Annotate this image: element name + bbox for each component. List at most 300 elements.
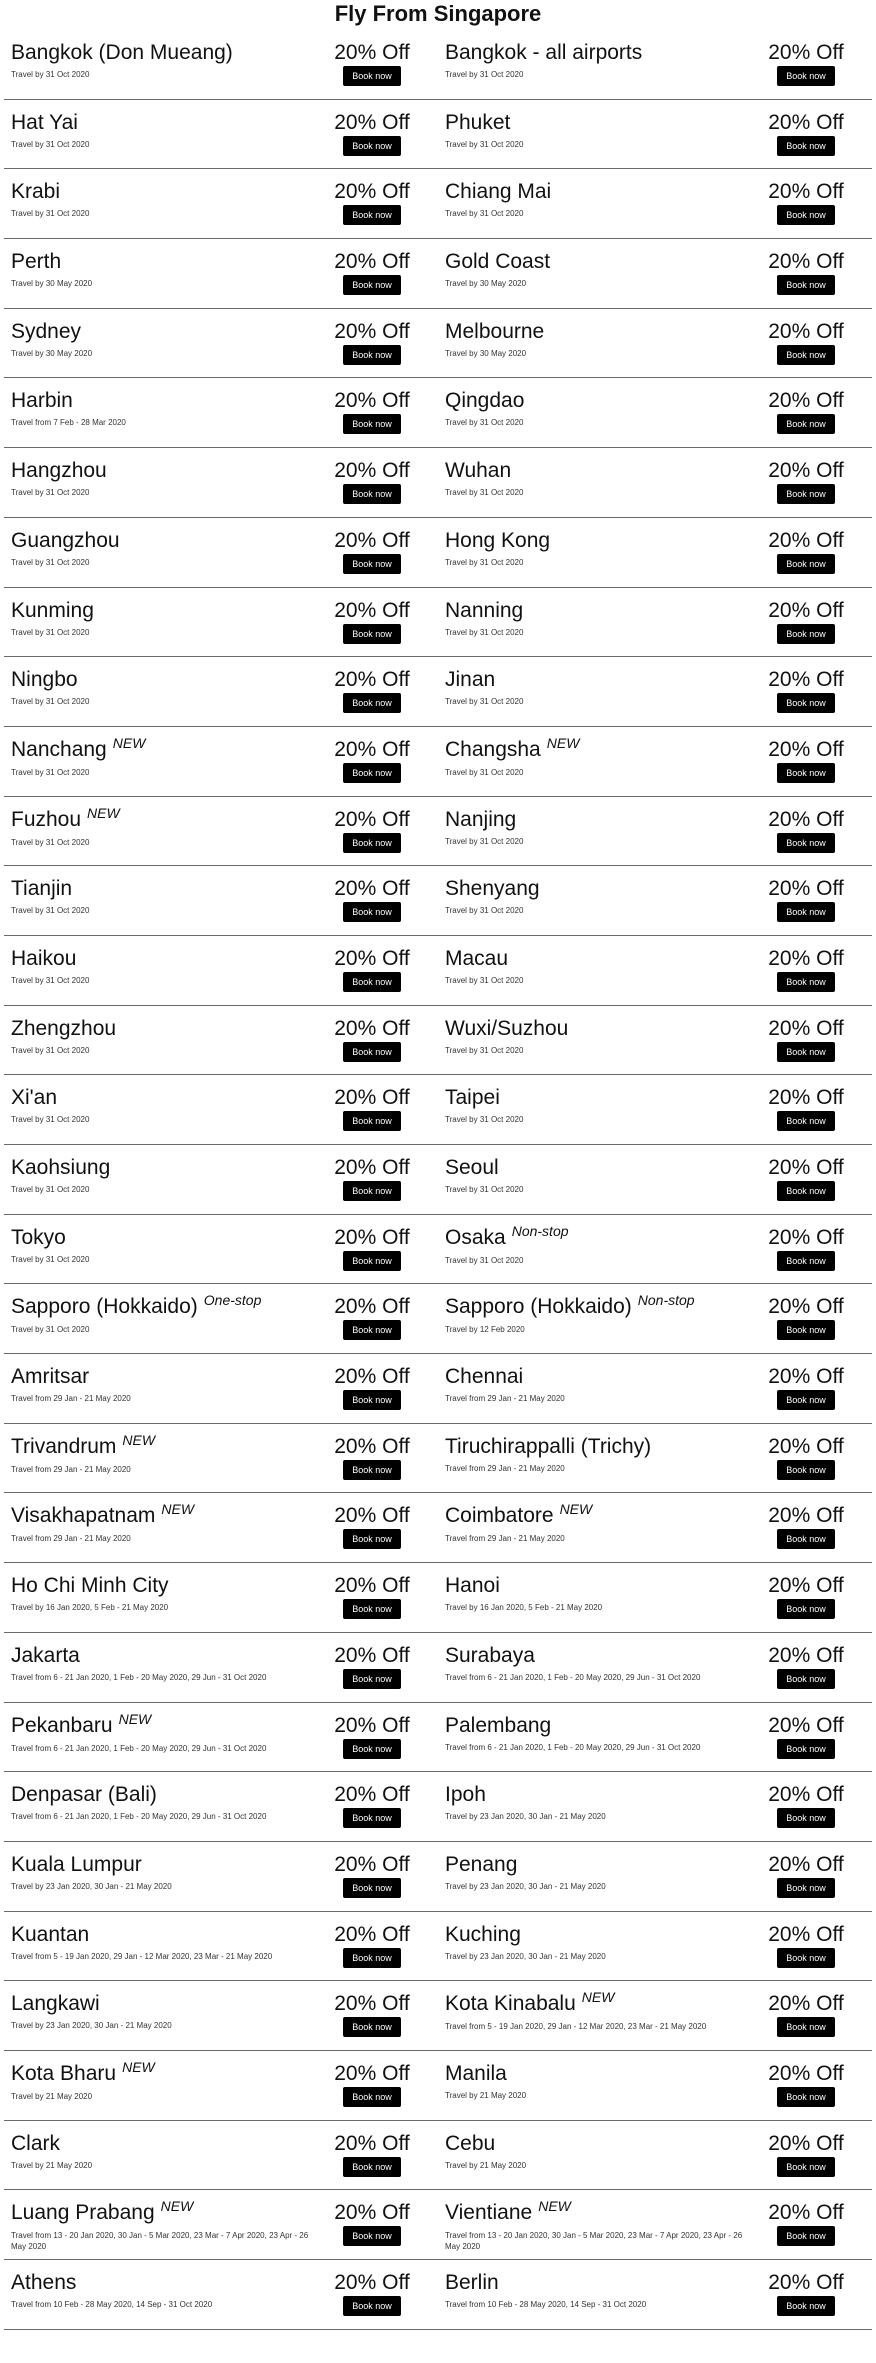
travel-period: Travel from 5 - 19 Jan 2020, 29 Jan - 12 Mar 2020, 23 Mar - 21 May 2020 bbox=[445, 2022, 707, 2032]
deal-card bbox=[4, 1563, 438, 1632]
travel-period: Travel from 29 Jan - 21 May 2020 bbox=[445, 1534, 565, 1544]
book-now-button[interactable]: Book now bbox=[777, 1599, 835, 1619]
destination-name: Cebu bbox=[445, 2131, 496, 2155]
deal-offer bbox=[331, 1853, 413, 1898]
travel-period: Travel from 7 Feb - 28 Mar 2020 bbox=[11, 418, 126, 428]
book-now-button[interactable]: Book now bbox=[343, 693, 401, 713]
destination-city bbox=[445, 529, 757, 553]
book-now-button[interactable]: Book now bbox=[777, 2296, 835, 2316]
deal-card bbox=[4, 1493, 438, 1562]
destination-name: Kuala Lumpur bbox=[11, 1852, 142, 1876]
discount-label: 20% Off bbox=[334, 1574, 410, 1598]
destination-name: Melbourne bbox=[445, 319, 545, 343]
destination-name: Hat Yai bbox=[11, 110, 78, 134]
deal-row bbox=[4, 797, 872, 867]
book-now-button[interactable]: Book now bbox=[343, 1878, 401, 1898]
destination-name: Ho Chi Minh City bbox=[11, 1574, 169, 1598]
destination-city bbox=[445, 1644, 757, 1668]
destination-name: Denpasar (Bali) bbox=[11, 1783, 157, 1807]
deal-row bbox=[4, 448, 872, 518]
discount-label: 20% Off bbox=[334, 1713, 410, 1737]
deal-info bbox=[11, 2132, 323, 2171]
destination-name: Ipoh bbox=[445, 1783, 486, 1807]
destination-tag: One-stop bbox=[203, 1292, 262, 1309]
destination-name: Amritsar bbox=[11, 1365, 90, 1389]
deal-card bbox=[438, 309, 872, 378]
destination-tag: NEW bbox=[581, 1989, 615, 2006]
deal-row bbox=[4, 936, 872, 1006]
book-now-button[interactable]: Book now bbox=[343, 275, 401, 295]
travel-period: Travel by 30 May 2020 bbox=[11, 279, 93, 289]
travel-period: Travel from 10 Feb - 28 May 2020, 14 Sep - 31 Oct 2020 bbox=[445, 2300, 647, 2309]
discount-label: 20% Off bbox=[768, 1295, 844, 1319]
travel-period: Travel by 31 Oct 2020 bbox=[445, 557, 524, 567]
travel-period: Travel by 31 Oct 2020 bbox=[445, 139, 524, 149]
deal-list bbox=[0, 30, 876, 2330]
deal-row bbox=[4, 100, 872, 170]
travel-period: Travel by 31 Oct 2020 bbox=[445, 1115, 524, 1125]
destination-city bbox=[11, 1431, 323, 1460]
deal-offer bbox=[331, 180, 413, 225]
deal-card bbox=[4, 239, 438, 308]
deal-info bbox=[11, 1226, 323, 1265]
travel-period: Travel by 31 Oct 2020 bbox=[445, 836, 524, 846]
deal-offer bbox=[331, 1923, 413, 1968]
deal-info bbox=[445, 1853, 757, 1892]
book-now-button[interactable]: Book now bbox=[777, 1320, 835, 1340]
travel-period: Travel from 29 Jan - 21 May 2020 bbox=[11, 1394, 131, 1404]
book-now-button[interactable]: Book now bbox=[777, 1251, 835, 1271]
deal-info bbox=[11, 1017, 323, 1056]
destination-tag: NEW bbox=[122, 1431, 156, 1448]
deal-info bbox=[445, 1222, 757, 1266]
book-now-button[interactable]: Book now bbox=[777, 763, 835, 783]
deal-info bbox=[11, 1086, 323, 1125]
book-now-button[interactable]: Book now bbox=[343, 1111, 401, 1131]
deal-offer bbox=[765, 738, 847, 783]
deal-offer bbox=[765, 2271, 847, 2316]
deal-info bbox=[445, 1783, 757, 1822]
destination-name: Athens bbox=[11, 2271, 77, 2294]
discount-label: 20% Off bbox=[334, 737, 410, 761]
destination-name: Nanchang bbox=[11, 737, 107, 761]
book-now-button[interactable]: Book now bbox=[777, 1808, 835, 1828]
deal-card bbox=[438, 588, 872, 657]
book-now-button[interactable]: Book now bbox=[777, 902, 835, 922]
destination-name: Jinan bbox=[445, 668, 496, 692]
deal-offer bbox=[765, 599, 847, 644]
deal-offer bbox=[765, 1504, 847, 1549]
deal-card bbox=[438, 1633, 872, 1702]
destination-city bbox=[11, 877, 323, 901]
book-now-button[interactable]: Book now bbox=[777, 693, 835, 713]
book-now-button[interactable]: Book now bbox=[343, 902, 401, 922]
deal-info bbox=[11, 320, 323, 359]
destination-city bbox=[11, 1086, 323, 1110]
travel-period: Travel by 23 Jan 2020, 30 Jan - 21 May 2020 bbox=[11, 2021, 172, 2031]
book-now-button[interactable]: Book now bbox=[777, 1042, 835, 1062]
destination-name: Gold Coast bbox=[445, 250, 551, 274]
travel-period: Travel from 29 Jan - 21 May 2020 bbox=[11, 1534, 131, 1544]
discount-label: 20% Off bbox=[768, 1225, 844, 1249]
travel-period: Travel by 31 Oct 2020 bbox=[11, 1325, 90, 1335]
travel-period: Travel by 21 May 2020 bbox=[11, 2091, 93, 2101]
book-now-button[interactable]: Book now bbox=[777, 1111, 835, 1131]
deal-info bbox=[445, 459, 757, 498]
book-now-button[interactable]: Book now bbox=[343, 1320, 401, 1340]
destination-name: Hanoi bbox=[445, 1574, 500, 1598]
deal-offer bbox=[765, 1992, 847, 2037]
destination-name: Langkawi bbox=[11, 1992, 100, 2016]
deal-offer bbox=[331, 1644, 413, 1689]
destination-city bbox=[11, 320, 323, 344]
book-now-button[interactable]: Book now bbox=[343, 624, 401, 644]
book-now-button[interactable]: Book now bbox=[343, 1599, 401, 1619]
discount-label: 20% Off bbox=[334, 1643, 410, 1667]
deal-offer bbox=[331, 41, 413, 86]
book-now-button[interactable]: Book now bbox=[343, 136, 401, 156]
book-now-button[interactable]: Book now bbox=[777, 136, 835, 156]
book-now-button[interactable]: Book now bbox=[777, 205, 835, 225]
discount-label: 20% Off bbox=[768, 807, 844, 831]
travel-period: Travel by 31 Oct 2020 bbox=[11, 209, 90, 219]
book-now-button[interactable]: Book now bbox=[777, 484, 835, 504]
deal-offer bbox=[331, 1783, 413, 1828]
deal-offer bbox=[765, 250, 847, 295]
book-now-button[interactable]: Book now bbox=[777, 2087, 835, 2107]
deal-card bbox=[4, 2260, 438, 2329]
travel-period: Travel by 31 Oct 2020 bbox=[11, 627, 90, 637]
book-now-button[interactable]: Book now bbox=[343, 1181, 401, 1201]
destination-name: Nanning bbox=[445, 598, 524, 622]
book-now-button[interactable]: Book now bbox=[343, 1808, 401, 1828]
deal-offer bbox=[765, 2062, 847, 2107]
deal-offer bbox=[331, 1156, 413, 1201]
book-now-button[interactable]: Book now bbox=[777, 1739, 835, 1759]
deal-card bbox=[438, 1981, 872, 2050]
destination-name: Qingdao bbox=[445, 389, 525, 413]
deal-card bbox=[438, 239, 872, 308]
discount-label: 20% Off bbox=[334, 180, 410, 204]
deal-card bbox=[438, 1912, 872, 1981]
destination-city bbox=[11, 1574, 323, 1598]
destination-name: Kota Bharu bbox=[11, 2061, 117, 2085]
destination-city bbox=[445, 1574, 757, 1598]
discount-label: 20% Off bbox=[334, 459, 410, 483]
deal-offer bbox=[765, 1574, 847, 1619]
deal-card bbox=[4, 448, 438, 517]
discount-label: 20% Off bbox=[768, 1504, 844, 1528]
deal-row bbox=[4, 1772, 872, 1842]
deal-card bbox=[438, 797, 872, 866]
book-now-button[interactable]: Book now bbox=[343, 1390, 401, 1410]
deal-info bbox=[11, 804, 323, 848]
discount-label: 20% Off bbox=[334, 807, 410, 831]
book-now-button[interactable]: Book now bbox=[343, 763, 401, 783]
deal-offer bbox=[331, 529, 413, 574]
book-now-button[interactable]: Book now bbox=[777, 833, 835, 853]
destination-city bbox=[445, 1435, 757, 1459]
destination-name: Tokyo bbox=[11, 1225, 66, 1249]
destination-city bbox=[11, 1226, 323, 1250]
deal-card bbox=[438, 1424, 872, 1493]
deal-offer bbox=[331, 1435, 413, 1480]
deal-offer bbox=[331, 2132, 413, 2177]
book-now-button[interactable]: Book now bbox=[343, 1948, 401, 1968]
book-now-button[interactable]: Book now bbox=[777, 2157, 835, 2177]
deal-info bbox=[445, 180, 757, 219]
book-now-button[interactable]: Book now bbox=[343, 2087, 401, 2107]
destination-city bbox=[11, 1783, 323, 1807]
deal-info bbox=[445, 2198, 757, 2252]
destination-city bbox=[11, 389, 323, 413]
destination-name: Palembang bbox=[445, 1713, 552, 1737]
discount-label: 20% Off bbox=[768, 1365, 844, 1389]
book-now-button[interactable]: Book now bbox=[343, 1460, 401, 1480]
deal-offer bbox=[331, 738, 413, 783]
destination-name: Wuhan bbox=[445, 459, 512, 483]
discount-label: 20% Off bbox=[334, 110, 410, 134]
book-now-button[interactable]: Book now bbox=[343, 1739, 401, 1759]
destination-city bbox=[445, 1853, 757, 1877]
deal-offer bbox=[331, 320, 413, 365]
travel-period: Travel by 31 Oct 2020 bbox=[11, 1254, 90, 1264]
destination-city bbox=[445, 1783, 757, 1807]
travel-period: Travel by 12 Feb 2020 bbox=[445, 1325, 525, 1335]
travel-period: Travel by 31 Oct 2020 bbox=[445, 488, 524, 498]
deal-row bbox=[4, 1215, 872, 1285]
deal-card bbox=[4, 1006, 438, 1075]
deal-card bbox=[4, 1354, 438, 1423]
destination-name: Kunming bbox=[11, 598, 94, 622]
discount-label: 20% Off bbox=[334, 1434, 410, 1458]
destination-city bbox=[445, 1714, 757, 1738]
destination-name: Trivandrum bbox=[11, 1434, 117, 1458]
book-now-button[interactable]: Book now bbox=[777, 1181, 835, 1201]
book-now-button[interactable]: Book now bbox=[343, 1042, 401, 1062]
deal-offer bbox=[331, 1017, 413, 1062]
discount-label: 20% Off bbox=[334, 598, 410, 622]
travel-period: Travel by 23 Jan 2020, 30 Jan - 21 May 2020 bbox=[445, 1881, 606, 1891]
travel-period: Travel by 16 Jan 2020, 5 Feb - 21 May 2020 bbox=[445, 1603, 603, 1613]
discount-label: 20% Off bbox=[768, 319, 844, 343]
deal-row bbox=[4, 1145, 872, 1215]
deal-info bbox=[445, 877, 757, 916]
book-now-button[interactable]: Book now bbox=[777, 275, 835, 295]
discount-label: 20% Off bbox=[768, 668, 844, 692]
destination-city bbox=[11, 1365, 323, 1389]
deal-info bbox=[11, 1574, 323, 1613]
book-now-button[interactable]: Book now bbox=[343, 2226, 401, 2246]
deal-card bbox=[4, 518, 438, 587]
destination-city bbox=[11, 947, 323, 971]
book-now-button[interactable]: Book now bbox=[343, 345, 401, 365]
destination-city bbox=[11, 1923, 323, 1947]
deal-info bbox=[445, 1574, 757, 1613]
deal-offer bbox=[331, 1992, 413, 2037]
deal-offer bbox=[331, 1086, 413, 1131]
deal-info bbox=[11, 2058, 323, 2102]
travel-period: Travel by 30 May 2020 bbox=[11, 348, 93, 358]
book-now-button[interactable]: Book now bbox=[777, 345, 835, 365]
book-now-button[interactable]: Book now bbox=[777, 972, 835, 992]
deal-offer bbox=[765, 947, 847, 992]
travel-period: Travel by 31 Oct 2020 bbox=[445, 1045, 524, 1055]
destination-name: Clark bbox=[11, 2131, 61, 2155]
discount-label: 20% Off bbox=[768, 389, 844, 413]
destination-name: Kaohsiung bbox=[11, 1156, 111, 1179]
discount-label: 20% Off bbox=[334, 528, 410, 552]
book-now-button[interactable]: Book now bbox=[343, 66, 401, 86]
book-now-button[interactable]: Book now bbox=[777, 1460, 835, 1480]
deal-info bbox=[445, 1644, 757, 1683]
destination-name: Penang bbox=[445, 1852, 518, 1876]
destination-city bbox=[445, 1292, 757, 1320]
book-now-button[interactable]: Book now bbox=[343, 414, 401, 434]
deal-offer bbox=[765, 1156, 847, 1201]
deal-row bbox=[4, 2121, 872, 2191]
deal-info bbox=[445, 1989, 757, 2032]
book-now-button[interactable]: Book now bbox=[777, 624, 835, 644]
discount-label: 20% Off bbox=[768, 1643, 844, 1667]
discount-label: 20% Off bbox=[768, 1156, 844, 1179]
book-now-button[interactable]: Book now bbox=[777, 1669, 835, 1689]
destination-city bbox=[445, 320, 757, 344]
travel-period: Travel by 16 Jan 2020, 5 Feb - 21 May 2020 bbox=[11, 1603, 169, 1613]
travel-period: Travel by 31 Oct 2020 bbox=[11, 70, 90, 79]
book-now-button[interactable]: Book now bbox=[343, 205, 401, 225]
deal-card bbox=[4, 727, 438, 796]
deal-offer bbox=[765, 1923, 847, 1968]
travel-period: Travel by 31 Oct 2020 bbox=[11, 767, 90, 777]
book-now-button[interactable]: Book now bbox=[777, 414, 835, 434]
deal-card bbox=[4, 657, 438, 726]
discount-label: 20% Off bbox=[334, 1016, 410, 1040]
book-now-button[interactable]: Book now bbox=[777, 1529, 835, 1549]
deal-info bbox=[11, 1292, 323, 1335]
destination-name: Hangzhou bbox=[11, 459, 107, 483]
book-now-button[interactable]: Book now bbox=[343, 1251, 401, 1271]
destination-city bbox=[445, 668, 757, 692]
book-now-button[interactable]: Book now bbox=[777, 2226, 835, 2246]
deal-offer bbox=[331, 1714, 413, 1759]
deal-info bbox=[11, 947, 323, 986]
destination-city bbox=[445, 2198, 757, 2226]
destination-city bbox=[11, 2271, 323, 2295]
deal-card bbox=[4, 378, 438, 447]
destination-city bbox=[445, 1989, 757, 2017]
book-now-button[interactable]: Book now bbox=[777, 554, 835, 574]
deal-card bbox=[438, 1703, 872, 1772]
deal-row bbox=[4, 1493, 872, 1563]
destination-tag: NEW bbox=[160, 2198, 194, 2215]
destination-tag: NEW bbox=[161, 1501, 195, 1518]
deal-card bbox=[438, 1215, 872, 1284]
destination-city bbox=[445, 877, 757, 901]
deal-card bbox=[438, 169, 872, 238]
deal-row bbox=[4, 239, 872, 309]
destination-name: Nanjing bbox=[445, 807, 517, 831]
deal-card bbox=[4, 1981, 438, 2050]
deal-row bbox=[4, 309, 872, 379]
deal-offer bbox=[331, 947, 413, 992]
deal-card bbox=[438, 2190, 872, 2259]
deal-offer bbox=[765, 2201, 847, 2246]
deal-info bbox=[11, 41, 323, 80]
deal-row bbox=[4, 2260, 872, 2330]
book-now-button[interactable]: Book now bbox=[777, 66, 835, 86]
deal-card bbox=[4, 936, 438, 1005]
destination-city bbox=[445, 1017, 757, 1041]
destination-name: Zhengzhou bbox=[11, 1016, 117, 1040]
book-now-button[interactable]: Book now bbox=[343, 1669, 401, 1689]
book-now-button[interactable]: Book now bbox=[343, 2157, 401, 2177]
destination-city bbox=[11, 1156, 323, 1180]
deal-row bbox=[4, 2190, 872, 2260]
destination-name: Perth bbox=[11, 250, 62, 274]
discount-label: 20% Off bbox=[334, 319, 410, 343]
deal-offer bbox=[765, 1644, 847, 1689]
book-now-button[interactable]: Book now bbox=[777, 1390, 835, 1410]
deal-info bbox=[445, 111, 757, 150]
destination-name: Chennai bbox=[445, 1365, 524, 1389]
destination-city bbox=[445, 1501, 757, 1529]
travel-period: Travel by 31 Oct 2020 bbox=[445, 906, 524, 916]
travel-period: Travel by 31 Oct 2020 bbox=[445, 627, 524, 637]
destination-city bbox=[11, 2198, 323, 2226]
book-now-button[interactable]: Book now bbox=[343, 1529, 401, 1549]
book-now-button[interactable]: Book now bbox=[343, 972, 401, 992]
destination-name: Visakhapatnam bbox=[11, 1504, 156, 1528]
book-now-button[interactable]: Book now bbox=[777, 1948, 835, 1968]
destination-city bbox=[11, 250, 323, 274]
deal-offer bbox=[331, 668, 413, 713]
discount-label: 20% Off bbox=[334, 41, 410, 64]
destination-name: Seoul bbox=[445, 1156, 499, 1179]
destination-city bbox=[445, 808, 757, 832]
book-now-button[interactable]: Book now bbox=[343, 833, 401, 853]
destination-city bbox=[11, 599, 323, 623]
destination-city bbox=[11, 1853, 323, 1877]
deal-info bbox=[11, 1783, 323, 1822]
book-now-button[interactable]: Book now bbox=[777, 2017, 835, 2037]
deal-row bbox=[4, 518, 872, 588]
book-now-button[interactable]: Book now bbox=[343, 2017, 401, 2037]
travel-period: Travel by 31 Oct 2020 bbox=[11, 1115, 90, 1125]
deal-card bbox=[438, 866, 872, 935]
deal-info bbox=[445, 1501, 757, 1544]
discount-label: 20% Off bbox=[768, 110, 844, 134]
destination-name: Sapporo (Hokkaido) bbox=[11, 1295, 198, 1319]
deal-offer bbox=[331, 1365, 413, 1410]
deal-info bbox=[11, 1710, 323, 1754]
travel-period: Travel by 21 May 2020 bbox=[11, 2160, 93, 2170]
deal-offer bbox=[331, 599, 413, 644]
destination-city bbox=[445, 734, 757, 763]
deal-info bbox=[11, 180, 323, 219]
destination-name: Kuantan bbox=[11, 1922, 90, 1946]
deal-card bbox=[438, 1493, 872, 1562]
deal-info bbox=[445, 529, 757, 568]
travel-period: Travel by 31 Oct 2020 bbox=[11, 1045, 90, 1055]
book-now-button[interactable]: Book now bbox=[343, 2296, 401, 2316]
deal-offer bbox=[331, 1226, 413, 1271]
destination-name: Haikou bbox=[11, 946, 77, 970]
book-now-button[interactable]: Book now bbox=[343, 484, 401, 504]
discount-label: 20% Off bbox=[768, 2201, 844, 2225]
book-now-button[interactable]: Book now bbox=[777, 1878, 835, 1898]
book-now-button[interactable]: Book now bbox=[343, 554, 401, 574]
